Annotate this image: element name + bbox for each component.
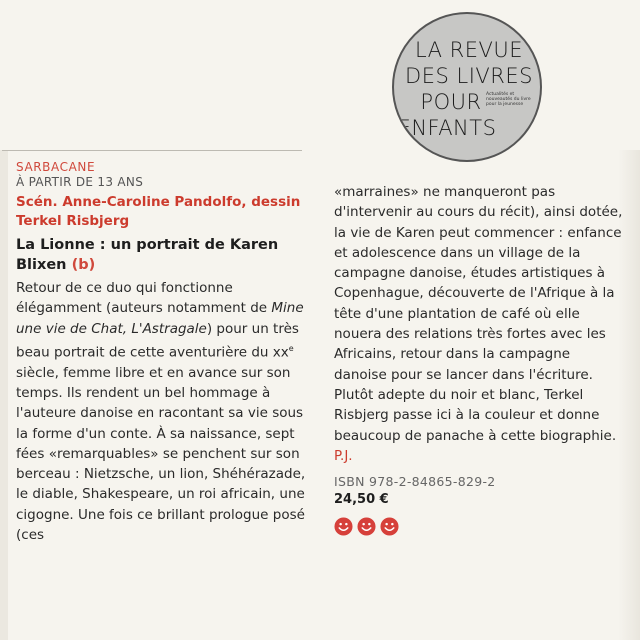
logo-line-1: LA REVUE xyxy=(414,38,524,62)
review-right-column xyxy=(334,182,624,536)
review-left-column xyxy=(16,160,316,545)
smiley-icon xyxy=(357,517,376,536)
publisher-name: SARBACANE xyxy=(16,160,96,174)
price: 24,50 € xyxy=(334,492,389,508)
smiley-icon xyxy=(380,517,399,536)
logo-line-4: ENFANTS xyxy=(397,116,497,140)
review-text-b: ) pour un très beau portrait de cette aventurière du xyxy=(16,320,299,361)
logo-tagline: Actualités et nouveautés du livre pour la jeunesse xyxy=(486,92,531,107)
logo-line-3: POUR xyxy=(420,90,482,114)
magazine-logo xyxy=(392,12,542,162)
smiley-icon xyxy=(334,517,353,536)
age-range: À PARTIR DE 13 ANS xyxy=(16,175,144,189)
rating-code: (b) xyxy=(71,257,96,273)
reviewer-initials: P.J. xyxy=(334,447,353,464)
book-title-text: La Lionne : un portrait de Karen Blixen xyxy=(16,237,279,273)
century-superscript: e xyxy=(288,343,294,353)
logo-line-2: DES LIVRES xyxy=(405,64,533,88)
section-divider xyxy=(2,150,302,151)
review-text-d: «marraines» ne manqueront pas d'intervenir au cours du récit), ainsi dotée, la vie de Karen peut commencer : enfance et adolescence dans un village de la campagne danoise, études artistiques à Copenhague, découverte de l'Afrique à la tête d'une plantation de café où elle nouera des relations très fortes avec les Africains, retour dans la campagne danoise pour se lancer dans l'écriture. Plutôt adepte du noir et blanc, Terkel Risbjerg passe ici à la couleur et donne beaucoup de panache à cette biographie. xyxy=(334,184,623,444)
isbn: ISBN 978-2-84865-829-2 xyxy=(334,474,496,490)
review-text-part-1 xyxy=(16,278,316,545)
rating-smileys xyxy=(334,517,624,536)
book-credits: Scén. Anne-Caroline Pandolfo, dessin Terkel Risbjerg xyxy=(16,194,301,229)
review-text-a: Retour de ce duo qui fonctionne élégamment (auteurs notamment de xyxy=(16,280,272,317)
review-text-part-2 xyxy=(334,182,624,466)
cited-works: Mine une vie de Chat, L'Astragale xyxy=(16,300,304,337)
page-gutter xyxy=(0,150,8,640)
book-title xyxy=(16,235,316,275)
century-numeral: xx xyxy=(272,344,289,361)
review-text-c: siècle, femme libre et en avance sur son temps. Ils rendent un bel hommage à l'auteure danoise en racontant sa vie sous la forme d'un conte. À sa naissance, sept fées «remarquables» se penchent sur son berceau : Nietzsche, un lion, Shéhérazade, le diable, Shakespeare, un roi africain, une cigogne. Une fois ce brillant prologue posé (ces xyxy=(16,364,306,544)
